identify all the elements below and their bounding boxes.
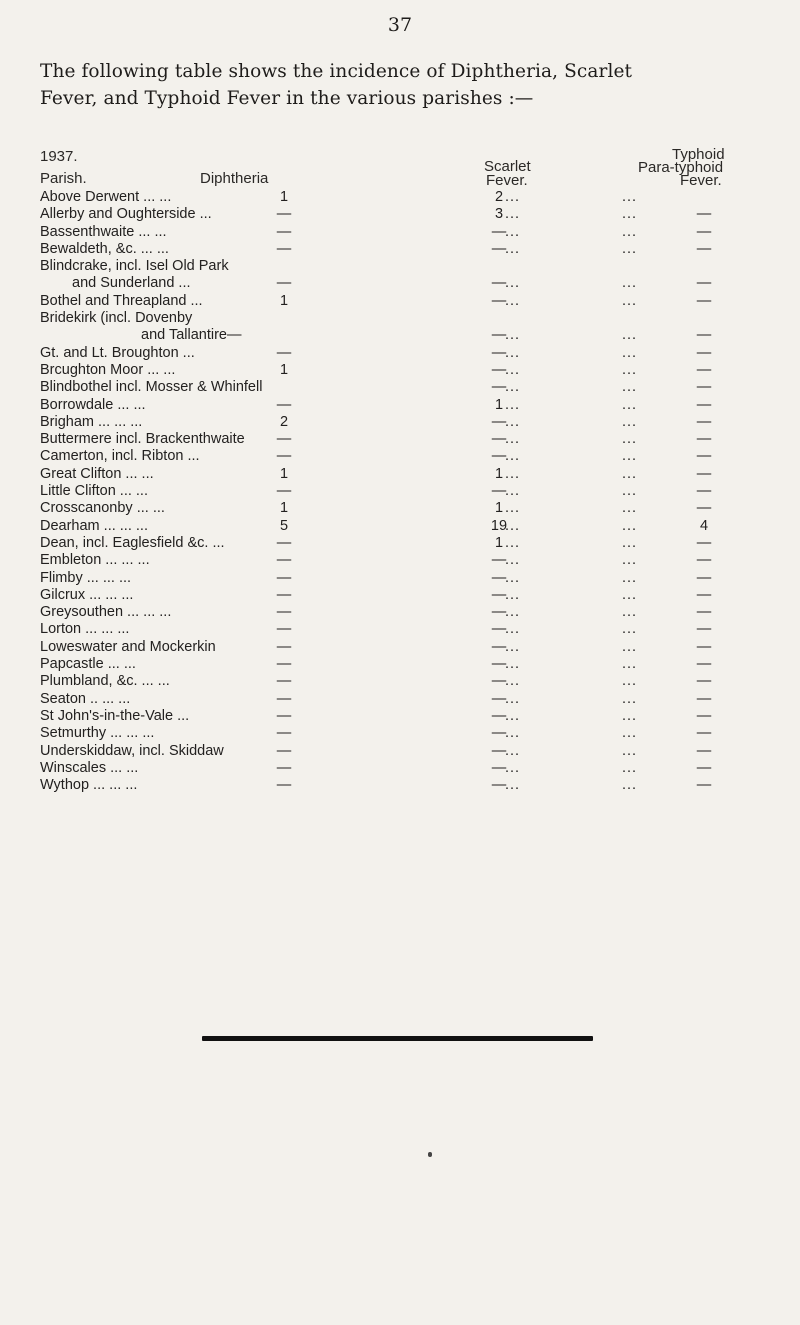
typhoid-fever-cell: — <box>696 777 712 794</box>
scarlet-fever-cell: — <box>491 552 507 569</box>
year-label: 1937. <box>40 148 78 165</box>
table-row <box>40 725 760 742</box>
typhoid-fever-cell: — <box>696 638 712 655</box>
table-row <box>40 362 760 379</box>
typhoid-fever-cell: — <box>696 534 712 551</box>
leader-dots: ... <box>622 656 638 673</box>
table-row <box>40 431 760 448</box>
leader-dots: ... <box>505 673 521 690</box>
typhoid-fever-cell: — <box>696 690 712 707</box>
leader-dots: ... <box>505 500 521 517</box>
parish-name: Gilcrux ... ... ... <box>40 586 134 603</box>
scarlet-fever-cell: — <box>491 742 507 759</box>
diphtheria-cell: — <box>276 759 292 776</box>
leader-dots: ... <box>505 292 521 309</box>
parish-name: Dearham ... ... ... <box>40 517 148 534</box>
scarlet-fever-cell: — <box>491 223 507 240</box>
table-row <box>40 587 760 604</box>
leader-dots: ... <box>622 569 638 586</box>
typhoid-fever-cell: — <box>696 431 712 448</box>
diphtheria-cell: — <box>276 690 292 707</box>
table-row <box>40 673 760 690</box>
parish-name: Plumbland, &c. ... ... <box>40 673 170 690</box>
leader-dots: ... <box>622 690 638 707</box>
typhoid-column-header-line3: Fever. <box>680 172 722 189</box>
parish-name: Blindbothel incl. Mosser & Whinfell <box>40 379 263 396</box>
leader-dots: ... <box>622 759 638 776</box>
bottom-rule <box>202 1036 593 1041</box>
leader-dots: ... <box>505 275 521 292</box>
table-row <box>40 500 760 517</box>
leader-dots: ... <box>505 759 521 776</box>
table-row <box>40 743 760 760</box>
parish-name: Flimby ... ... ... <box>40 569 132 586</box>
table-row <box>40 518 760 535</box>
typhoid-fever-cell: — <box>696 725 712 742</box>
diphtheria-cell: — <box>276 396 292 413</box>
table-row <box>40 552 760 569</box>
typhoid-fever-cell: — <box>696 673 712 690</box>
diphtheria-cell: — <box>276 448 292 465</box>
table-row <box>40 760 760 777</box>
diphtheria-cell: 1 <box>279 465 289 482</box>
parish-name: Seaton .. ... ... <box>40 690 131 707</box>
leader-dots: ... <box>622 448 638 465</box>
table-row <box>40 275 760 292</box>
scarlet-fever-cell: — <box>491 344 507 361</box>
parish-name: Underskiddaw, incl. Skiddaw <box>40 742 224 759</box>
typhoid-fever-cell: — <box>696 206 712 223</box>
parish-name: Setmurthy ... ... ... <box>40 725 155 742</box>
diphtheria-cell: — <box>276 586 292 603</box>
leader-dots: ... <box>622 586 638 603</box>
table-row <box>40 570 760 587</box>
parish-name: Borrowdale ... ... <box>40 396 146 413</box>
diphtheria-cell: 1 <box>279 292 289 309</box>
scarlet-fever-cell: 1 <box>494 534 504 551</box>
scarlet-fever-cell: 19 <box>490 517 508 534</box>
typhoid-fever-cell: — <box>696 327 712 344</box>
scarlet-fever-cell: — <box>491 621 507 638</box>
table-row <box>40 327 760 344</box>
leader-dots: ... <box>505 206 521 223</box>
diphtheria-cell: 1 <box>279 500 289 517</box>
table-row <box>40 483 760 500</box>
parish-name: Camerton, incl. Ribton ... <box>40 448 200 465</box>
table-row <box>40 206 760 223</box>
table-row <box>40 466 760 483</box>
diphtheria-column-header: Diphtheria <box>200 170 269 187</box>
typhoid-fever-cell: — <box>696 742 712 759</box>
scarlet-fever-cell: — <box>491 777 507 794</box>
table-row <box>40 777 760 794</box>
scarlet-fever-cell: — <box>491 413 507 430</box>
diphtheria-cell: 1 <box>279 189 289 205</box>
leader-dots: ... <box>505 483 521 500</box>
diphtheria-cell: — <box>276 534 292 551</box>
diphtheria-cell: — <box>276 725 292 742</box>
leader-dots: ... <box>622 604 638 621</box>
leader-dots: ... <box>622 534 638 551</box>
diphtheria-cell: — <box>276 552 292 569</box>
leader-dots: ... <box>622 275 638 292</box>
typhoid-fever-cell: — <box>696 483 712 500</box>
diphtheria-cell: — <box>276 621 292 638</box>
scarlet-column-header-line2: Fever. <box>486 172 528 189</box>
scarlet-fever-cell: — <box>491 379 507 396</box>
typhoid-fever-cell: — <box>696 552 712 569</box>
table-row <box>40 258 760 275</box>
table-row <box>40 293 760 310</box>
leader-dots: ... <box>622 413 638 430</box>
diphtheria-cell: — <box>276 431 292 448</box>
scarlet-fever-cell: — <box>491 448 507 465</box>
scarlet-fever-cell: — <box>491 690 507 707</box>
typhoid-column-header-line1: Typhoid <box>672 146 725 163</box>
leader-dots: ... <box>622 465 638 482</box>
leader-dots: ... <box>622 517 638 534</box>
scarlet-fever-cell: — <box>491 431 507 448</box>
typhoid-fever-cell: — <box>696 448 712 465</box>
leader-dots: ... <box>622 725 638 742</box>
scarlet-fever-cell: — <box>491 725 507 742</box>
parish-name: Buttermere incl. Brackenthwaite <box>40 431 245 448</box>
scarlet-fever-cell: — <box>491 759 507 776</box>
table-row <box>40 639 760 656</box>
leader-dots: ... <box>622 552 638 569</box>
parish-name: and Sunderland ... <box>72 275 191 292</box>
parish-name: Bassenthwaite ... ... <box>40 223 167 240</box>
scarlet-fever-cell: 1 <box>494 396 504 413</box>
typhoid-fever-cell: — <box>696 656 712 673</box>
parish-name: Brigham ... ... ... <box>40 413 143 430</box>
table-row <box>40 708 760 725</box>
scarlet-fever-cell: — <box>491 638 507 655</box>
table-row <box>40 656 760 673</box>
typhoid-fever-cell: — <box>696 759 712 776</box>
parish-name: Bothel and Threapland ... <box>40 292 203 309</box>
leader-dots: ... <box>505 431 521 448</box>
leader-dots: ... <box>505 586 521 603</box>
leader-dots: ... <box>505 604 521 621</box>
typhoid-fever-cell: — <box>696 240 712 257</box>
leader-dots: ... <box>505 621 521 638</box>
parish-name: and Tallantire— <box>141 327 242 344</box>
print-speck <box>428 1152 432 1157</box>
leader-dots: ... <box>505 465 521 482</box>
typhoid-fever-cell: — <box>696 344 712 361</box>
typhoid-fever-cell: — <box>696 361 712 378</box>
intro-line-1: The following table shows the incidence of Diphtheria, Scarlet <box>40 61 633 82</box>
leader-dots: ... <box>505 777 521 794</box>
leader-dots: ... <box>505 240 521 257</box>
typhoid-fever-cell: 4 <box>699 517 709 534</box>
diphtheria-cell: — <box>276 742 292 759</box>
table-row <box>40 397 760 414</box>
scarlet-fever-cell: 1 <box>494 465 504 482</box>
leader-dots: ... <box>622 483 638 500</box>
table-row <box>40 310 760 327</box>
parish-name: Bewaldeth, &c. ... ... <box>40 240 169 257</box>
parish-column-header: Parish. <box>40 170 87 187</box>
typhoid-fever-cell: — <box>696 621 712 638</box>
diphtheria-cell: — <box>276 344 292 361</box>
leader-dots: ... <box>505 569 521 586</box>
leader-dots: ... <box>505 656 521 673</box>
leader-dots: ... <box>505 742 521 759</box>
leader-dots: ... <box>622 777 638 794</box>
scarlet-fever-cell: — <box>491 275 507 292</box>
leader-dots: ... <box>505 448 521 465</box>
leader-dots: ... <box>622 223 638 240</box>
diphtheria-cell: — <box>276 604 292 621</box>
typhoid-fever-cell: — <box>696 465 712 482</box>
diphtheria-cell: — <box>276 777 292 794</box>
leader-dots: ... <box>505 396 521 413</box>
leader-dots: ... <box>505 725 521 742</box>
scarlet-fever-cell: — <box>491 673 507 690</box>
table-row <box>40 448 760 465</box>
leader-dots: ... <box>622 621 638 638</box>
leader-dots: ... <box>622 742 638 759</box>
leader-dots: ... <box>622 361 638 378</box>
diphtheria-cell: — <box>276 223 292 240</box>
diphtheria-cell: — <box>276 240 292 257</box>
intro-paragraph <box>40 58 756 112</box>
leader-dots: ... <box>505 327 521 344</box>
diphtheria-cell: — <box>276 569 292 586</box>
leader-dots: ... <box>622 327 638 344</box>
leader-dots: ... <box>505 707 521 724</box>
leader-dots: ... <box>505 413 521 430</box>
diphtheria-cell: — <box>276 206 292 223</box>
parish-name: Wythop ... ... ... <box>40 777 138 794</box>
parish-name: St John's-in-the-Vale ... <box>40 707 190 724</box>
scarlet-fever-cell: — <box>491 604 507 621</box>
leader-dots: ... <box>505 534 521 551</box>
leader-dots: ... <box>505 379 521 396</box>
typhoid-fever-cell: — <box>696 275 712 292</box>
table-row <box>40 621 760 638</box>
leader-dots: ... <box>622 344 638 361</box>
table-row <box>40 224 760 241</box>
scarlet-fever-cell: — <box>491 656 507 673</box>
leader-dots: ... <box>622 431 638 448</box>
leader-dots: ... <box>622 206 638 223</box>
leader-dots: ... <box>505 690 521 707</box>
scarlet-fever-cell: 3 <box>494 206 504 223</box>
leader-dots: ... <box>505 344 521 361</box>
parish-name: Great Clifton ... ... <box>40 465 154 482</box>
leader-dots: ... <box>622 189 638 205</box>
scarlet-fever-cell: — <box>491 292 507 309</box>
diphtheria-cell: — <box>276 638 292 655</box>
scarlet-fever-cell: — <box>491 361 507 378</box>
leader-dots: ... <box>505 517 521 534</box>
diphtheria-cell: 5 <box>279 517 289 534</box>
parish-name: Bridekirk (incl. Dovenby <box>40 310 193 327</box>
scarlet-fever-cell: — <box>491 569 507 586</box>
table-row <box>40 414 760 431</box>
leader-dots: ... <box>622 707 638 724</box>
leader-dots: ... <box>622 292 638 309</box>
leader-dots: ... <box>622 240 638 257</box>
leader-dots: ... <box>505 638 521 655</box>
leader-dots: ... <box>622 379 638 396</box>
typhoid-fever-cell: — <box>696 604 712 621</box>
parish-name: Embleton ... ... ... <box>40 552 150 569</box>
scarlet-fever-cell: 1 <box>494 500 504 517</box>
leader-dots: ... <box>505 361 521 378</box>
table-row <box>40 379 760 396</box>
parish-name: Brcughton Moor ... ... <box>40 361 176 378</box>
diphtheria-cell: — <box>276 673 292 690</box>
leader-dots: ... <box>622 500 638 517</box>
parish-name: Crosscanonby ... ... <box>40 500 165 517</box>
parish-table <box>40 189 760 794</box>
parish-name: Little Clifton ... ... <box>40 483 148 500</box>
diphtheria-cell: 1 <box>279 361 289 378</box>
page-number: 37 <box>387 14 413 36</box>
typhoid-fever-cell: — <box>696 396 712 413</box>
table-row <box>40 535 760 552</box>
leader-dots: ... <box>622 638 638 655</box>
typhoid-column-header-line2: Para-typhoid <box>638 159 724 176</box>
typhoid-fever-cell: — <box>696 586 712 603</box>
diphtheria-cell: — <box>276 707 292 724</box>
parish-name: Loweswater and Mockerkin <box>40 638 216 655</box>
scarlet-fever-cell: — <box>491 483 507 500</box>
intro-line-2: Fever, and Typhoid Fever in the various parishes :— <box>40 88 534 109</box>
typhoid-fever-cell: — <box>696 223 712 240</box>
table-row <box>40 345 760 362</box>
parish-name: Winscales ... ... <box>40 759 139 776</box>
table-row <box>40 604 760 621</box>
diphtheria-cell: — <box>276 656 292 673</box>
typhoid-fever-cell: — <box>696 707 712 724</box>
scarlet-column-header-line1: Scarlet <box>484 158 531 175</box>
diphtheria-cell: 2 <box>279 413 289 430</box>
scarlet-fever-cell: — <box>491 327 507 344</box>
leader-dots: ... <box>505 223 521 240</box>
scarlet-fever-cell: — <box>491 586 507 603</box>
parish-name: Allerby and Oughterside ... <box>40 206 212 223</box>
typhoid-fever-cell: — <box>696 413 712 430</box>
leader-dots: ... <box>505 189 521 205</box>
parish-name: Papcastle ... ... <box>40 656 136 673</box>
leader-dots: ... <box>622 673 638 690</box>
parish-name: Dean, incl. Eaglesfield &c. ... <box>40 534 225 551</box>
typhoid-fever-cell: — <box>696 292 712 309</box>
parish-name: Gt. and Lt. Broughton ... <box>40 344 195 361</box>
leader-dots: ... <box>622 396 638 413</box>
diphtheria-cell: — <box>276 275 292 292</box>
scarlet-fever-cell: — <box>491 240 507 257</box>
parish-name: Greysouthen ... ... ... <box>40 604 172 621</box>
diphtheria-cell: — <box>276 483 292 500</box>
typhoid-fever-cell: — <box>696 379 712 396</box>
table-row <box>40 189 760 206</box>
parish-name: Lorton ... ... ... <box>40 621 130 638</box>
scarlet-fever-cell: 2 <box>494 189 504 205</box>
parish-name: Above Derwent ... ... <box>40 189 172 205</box>
table-row <box>40 691 760 708</box>
parish-name: Blindcrake, incl. Isel Old Park <box>40 258 229 275</box>
table-row <box>40 241 760 258</box>
typhoid-fever-cell: — <box>696 569 712 586</box>
leader-dots: ... <box>505 552 521 569</box>
scarlet-fever-cell: — <box>491 707 507 724</box>
typhoid-fever-cell: — <box>696 500 712 517</box>
